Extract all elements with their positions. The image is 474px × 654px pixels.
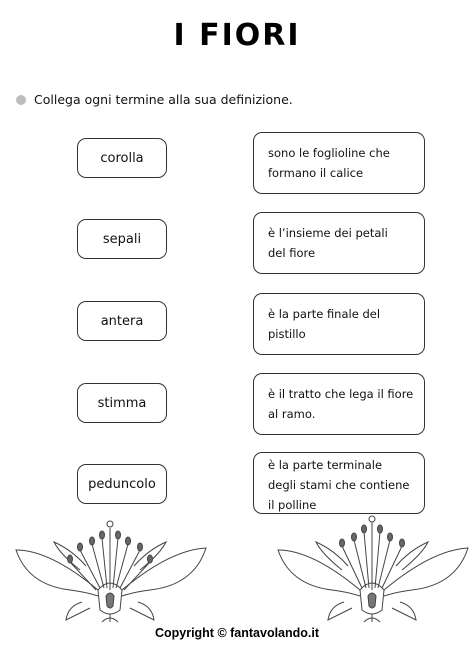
definition-line: è il tratto che lega il fiore <box>268 387 414 401</box>
instruction <box>16 92 293 107</box>
definition-box-3[interactable] <box>253 293 425 355</box>
definition-line: il polline <box>268 498 317 512</box>
definition-line: è la parte terminale <box>268 458 383 472</box>
term-box-stimma[interactable]: stimma <box>77 383 167 423</box>
definition-line: del fiore <box>268 246 316 260</box>
instruction-text: Collega ogni termine alla sua definizione. <box>34 92 293 107</box>
definition-line: degli stami che contiene <box>268 478 410 492</box>
definition-line: pistillo <box>268 327 306 341</box>
definition-line: sono le foglioline che <box>268 146 390 160</box>
definition-line: è l’insieme dei petali <box>268 226 388 240</box>
flower-illustration-left <box>10 510 210 625</box>
definition-line: formano il calice <box>268 166 364 180</box>
flower-illustration-right <box>272 510 472 625</box>
definition-line: è la parte finale del <box>268 307 381 321</box>
definition-box-1[interactable] <box>253 132 425 194</box>
term-box-antera[interactable]: antera <box>77 301 167 341</box>
definition-box-4[interactable] <box>253 373 425 435</box>
term-box-corolla[interactable]: corolla <box>77 138 167 178</box>
page-title: I FIORI <box>173 18 301 53</box>
definition-box-2[interactable] <box>253 212 425 274</box>
bullet-icon <box>16 95 26 105</box>
definition-box-5[interactable] <box>253 452 425 514</box>
term-box-sepali[interactable]: sepali <box>77 219 167 259</box>
copyright-text: Copyright © fantavolando.it <box>154 626 320 640</box>
term-box-peduncolo[interactable]: peduncolo <box>77 464 167 504</box>
definition-line: al ramo. <box>268 407 316 421</box>
